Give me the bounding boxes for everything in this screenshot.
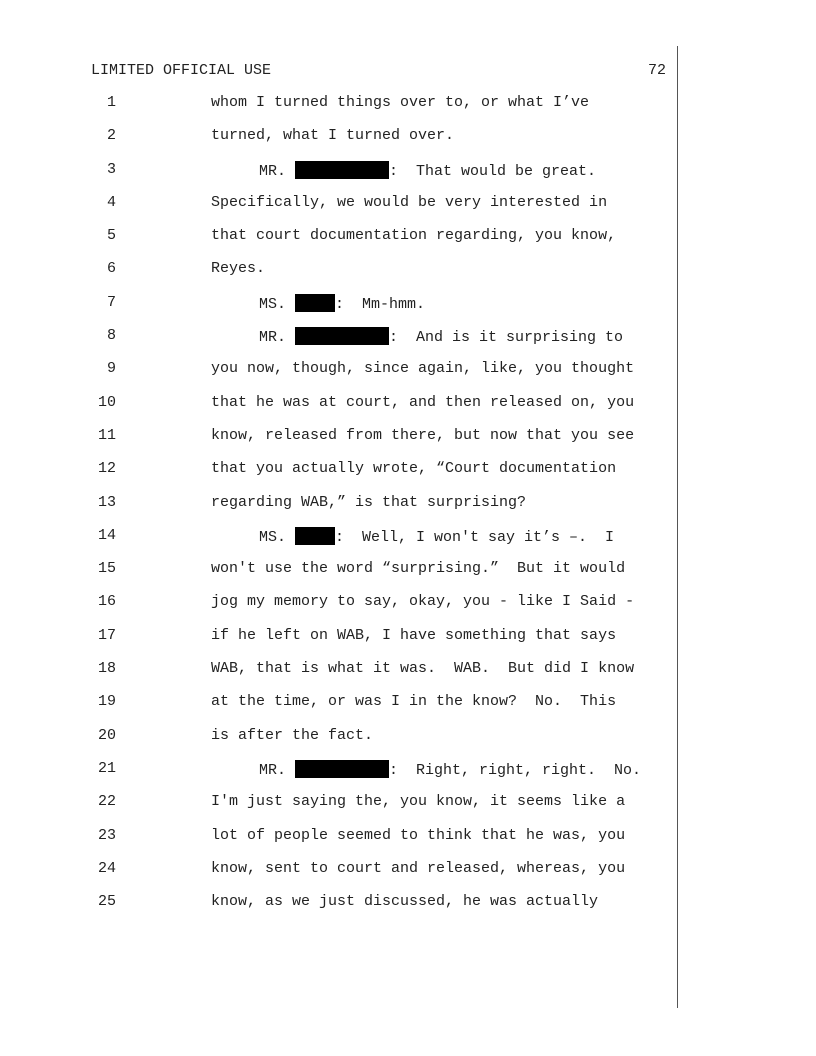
line-number: 16 xyxy=(97,593,116,611)
line-number: 10 xyxy=(97,393,116,411)
line-number: 23 xyxy=(97,826,116,844)
line-text-segment: that court documentation regarding, you know, xyxy=(211,227,617,245)
line-text-segment: MR. xyxy=(259,761,296,779)
line-text-segment: WAB, that is what it was. WAB. But did I know xyxy=(211,660,635,678)
line-number: 13 xyxy=(97,493,116,511)
transcript-line xyxy=(0,593,680,626)
redaction-box xyxy=(295,327,389,345)
line-text-segment: : Right, right, right. No. xyxy=(389,761,642,779)
transcript-line xyxy=(0,893,680,926)
line-text xyxy=(211,793,625,811)
transcript-line xyxy=(0,727,680,760)
line-number: 19 xyxy=(97,693,116,711)
line-text xyxy=(211,127,454,145)
classification-header: LIMITED OFFICIAL USE xyxy=(91,62,272,79)
transcript-line xyxy=(0,527,680,560)
line-text-segment: MR. xyxy=(259,329,296,347)
transcript-line xyxy=(0,94,680,127)
line-text-segment: if he left on WAB, I have something that says xyxy=(211,626,617,644)
line-text-segment: whom I turned things over to, or what I’ve xyxy=(211,94,590,111)
line-text-segment: at the time, or was I in the know? No. This xyxy=(211,693,617,711)
transcript-line xyxy=(0,327,680,360)
line-text xyxy=(211,427,634,445)
transcript-line xyxy=(0,260,680,293)
line-number: 18 xyxy=(97,660,116,678)
line-text-segment: lot of people seemed to think that he was, you xyxy=(211,826,626,844)
line-text-segment: : That would be great. xyxy=(389,162,597,180)
line-text-segment: jog my memory to say, okay, you - like I Said - xyxy=(211,593,635,611)
line-text-segment: : Mm-hmm. xyxy=(335,295,426,313)
line-number: 24 xyxy=(97,859,116,877)
line-number: 25 xyxy=(97,893,116,911)
line-number: 21 xyxy=(97,759,116,777)
transcript-body xyxy=(0,94,680,926)
line-text xyxy=(211,627,616,645)
line-text xyxy=(211,693,616,711)
line-text-segment: that he was at court, and then released on, you xyxy=(211,393,635,411)
line-text-segment: MS. xyxy=(259,295,296,313)
line-text xyxy=(211,827,625,845)
line-text xyxy=(211,893,598,911)
line-text xyxy=(211,227,616,245)
transcript-line xyxy=(0,194,680,227)
transcript-line xyxy=(0,294,680,327)
line-number: 11 xyxy=(97,426,116,444)
line-text xyxy=(211,593,634,611)
line-text xyxy=(259,760,641,780)
transcript-line xyxy=(0,560,680,593)
line-text-segment: MR. xyxy=(259,162,296,180)
line-number: 2 xyxy=(106,127,116,145)
line-text xyxy=(211,94,589,112)
line-text xyxy=(211,727,373,745)
transcript-line xyxy=(0,127,680,160)
line-text-segment: you now, though, since again, like, you thought xyxy=(211,360,635,378)
transcript-line xyxy=(0,860,680,893)
line-text xyxy=(211,494,526,512)
line-text xyxy=(211,460,616,478)
line-text xyxy=(211,260,265,278)
transcript-line xyxy=(0,760,680,793)
redaction-box xyxy=(295,527,335,545)
transcript-line xyxy=(0,227,680,260)
transcript-line xyxy=(0,494,680,527)
transcript-line xyxy=(0,793,680,826)
transcript-line xyxy=(0,627,680,660)
line-text xyxy=(259,294,425,314)
line-number: 7 xyxy=(106,293,116,311)
line-number: 15 xyxy=(97,560,116,578)
line-number: 4 xyxy=(106,193,116,211)
line-text-segment: is after the fact. xyxy=(211,726,374,744)
line-text xyxy=(259,161,596,181)
line-text-segment: know, released from there, but now that you see xyxy=(211,426,635,444)
line-text-segment: know, sent to court and released, whereas, you xyxy=(211,859,626,877)
line-text-segment: that you actually wrote, “Court documentation xyxy=(211,460,617,478)
line-text-segment: know, as we just discussed, he was actually xyxy=(211,893,599,911)
line-text xyxy=(211,360,634,378)
transcript-line xyxy=(0,660,680,693)
line-text xyxy=(259,527,614,547)
page-number: 72 xyxy=(647,62,666,79)
line-number: 5 xyxy=(106,227,116,245)
line-number: 20 xyxy=(97,726,116,744)
line-text xyxy=(211,860,625,878)
line-number: 8 xyxy=(106,327,116,345)
line-number: 22 xyxy=(97,793,116,811)
line-text xyxy=(211,394,634,412)
transcript-line xyxy=(0,360,680,393)
line-text-segment: regarding WAB,” is that surprising? xyxy=(211,493,527,511)
transcript-line xyxy=(0,460,680,493)
line-text-segment: MS. xyxy=(259,528,296,546)
line-text-segment: turned, what I turned over. xyxy=(211,127,455,145)
transcript-line xyxy=(0,161,680,194)
transcript-line xyxy=(0,427,680,460)
line-number: 17 xyxy=(97,626,116,644)
line-text xyxy=(211,560,625,578)
line-text xyxy=(259,327,623,347)
line-text xyxy=(211,194,607,212)
line-text-segment: Specifically, we would be very interested in xyxy=(211,193,608,211)
redaction-box xyxy=(295,294,335,312)
line-text-segment: : Well, I won't say it’s –. I xyxy=(335,528,615,546)
line-number: 6 xyxy=(106,260,116,278)
line-number: 12 xyxy=(97,460,116,478)
line-text-segment: I'm just saying the, you know, it seems like a xyxy=(211,793,626,811)
transcript-line xyxy=(0,693,680,726)
line-text-segment: : And is it surprising to xyxy=(389,329,624,347)
line-number: 14 xyxy=(97,526,116,544)
transcript-line xyxy=(0,827,680,860)
line-number: 3 xyxy=(106,160,116,178)
line-text-segment: Reyes. xyxy=(211,260,266,278)
redaction-box xyxy=(295,760,389,778)
redaction-box xyxy=(295,161,389,179)
line-number: 9 xyxy=(106,360,116,378)
line-text-segment: won't use the word “surprising.” But it would xyxy=(211,560,626,578)
line-number: 1 xyxy=(106,94,116,111)
line-text xyxy=(211,660,634,678)
transcript-line xyxy=(0,394,680,427)
